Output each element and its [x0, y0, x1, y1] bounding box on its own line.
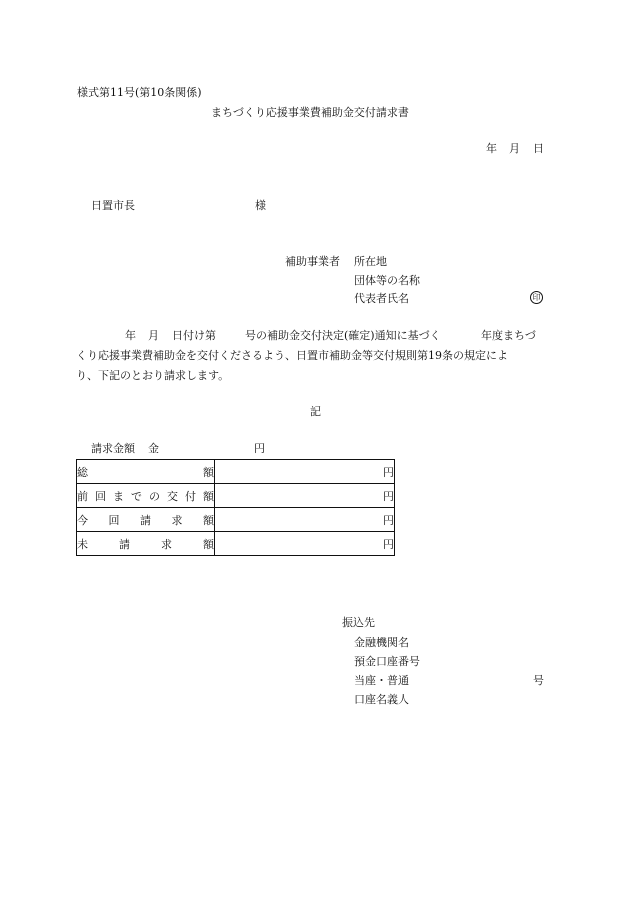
label-char: 請 [140, 513, 151, 527]
addressee-honorific: 様 [255, 199, 266, 212]
ki-mark: 記 [310, 405, 321, 418]
label-char: で [131, 489, 142, 503]
applicant-org-label: 団体等の名称 [354, 274, 420, 287]
body-month: 月 [148, 329, 159, 342]
label-char: 交 [167, 489, 178, 503]
label-char: 額 [203, 537, 214, 551]
transfer-holder-label: 口座名義人 [354, 693, 409, 706]
transfer-number-suffix: 号 [533, 674, 544, 687]
request-amount-label: 請求金額 [91, 442, 135, 455]
row-label-total [77, 460, 215, 484]
body-line-2: くり応援事業費補助金を交付くださるよう、日置市補助金等交付規則第19条の規定によ [76, 349, 508, 362]
transfer-bank-label: 金融機関名 [354, 636, 409, 649]
table-row [77, 484, 395, 508]
amount-table [76, 459, 395, 556]
request-amount-unit: 円 [254, 442, 265, 455]
body-date-number: 日付け第 [172, 329, 216, 342]
label-char: 回 [108, 513, 120, 527]
row-value-previous: 円 [215, 484, 395, 508]
body-fiscal-year: 年度まちづ [481, 329, 536, 342]
label-char: 付 [185, 489, 196, 503]
label-char: の [149, 489, 160, 503]
seal-mark: 印 [530, 291, 543, 304]
row-label-current [77, 508, 215, 532]
body-notice: 号の補助金交付決定(確定)通知に基づく [245, 329, 441, 342]
row-value-current: 円 [215, 508, 395, 532]
transfer-account-type: 当座・普通 [354, 674, 409, 687]
date-month: 月 [509, 142, 520, 155]
document-title: まちづくり応援事業費補助金交付請求書 [211, 106, 409, 119]
label-char: 額 [203, 513, 214, 527]
label-char: ま [113, 489, 124, 503]
row-label-previous [77, 484, 215, 508]
table-row [77, 532, 395, 556]
applicant-address-label: 所在地 [354, 255, 387, 268]
transfer-heading: 振込先 [342, 616, 375, 629]
body-year: 年 [125, 329, 136, 342]
request-amount-prefix: 金 [148, 442, 159, 455]
row-value-unrequested: 円 [215, 532, 395, 556]
label-char: 総 [77, 465, 88, 479]
label-char: 額 [203, 489, 214, 503]
body-line-3: り、下記のとおり請求します。 [76, 369, 230, 382]
applicant-role: 補助事業者 [285, 255, 340, 268]
applicant-rep-label: 代表者氏名 [354, 292, 409, 305]
label-char: 求 [171, 513, 183, 527]
date-day: 日 [533, 142, 544, 155]
addressee-name: 日置市長 [91, 199, 135, 212]
form-number: 様式第11号(第10条関係) [77, 86, 202, 99]
date-year: 年 [486, 142, 497, 155]
label-char: 今 [77, 513, 88, 527]
row-label-unrequested [77, 532, 215, 556]
label-char: 請 [119, 537, 130, 551]
label-char: 額 [203, 465, 214, 479]
label-char: 回 [95, 489, 106, 503]
table-row [77, 508, 395, 532]
label-char: 前 [77, 489, 88, 503]
label-char: 求 [161, 537, 172, 551]
transfer-account-label: 預金口座番号 [354, 655, 420, 668]
table-row [77, 460, 395, 484]
row-value-total: 円 [215, 460, 395, 484]
label-char: 未 [77, 537, 88, 551]
